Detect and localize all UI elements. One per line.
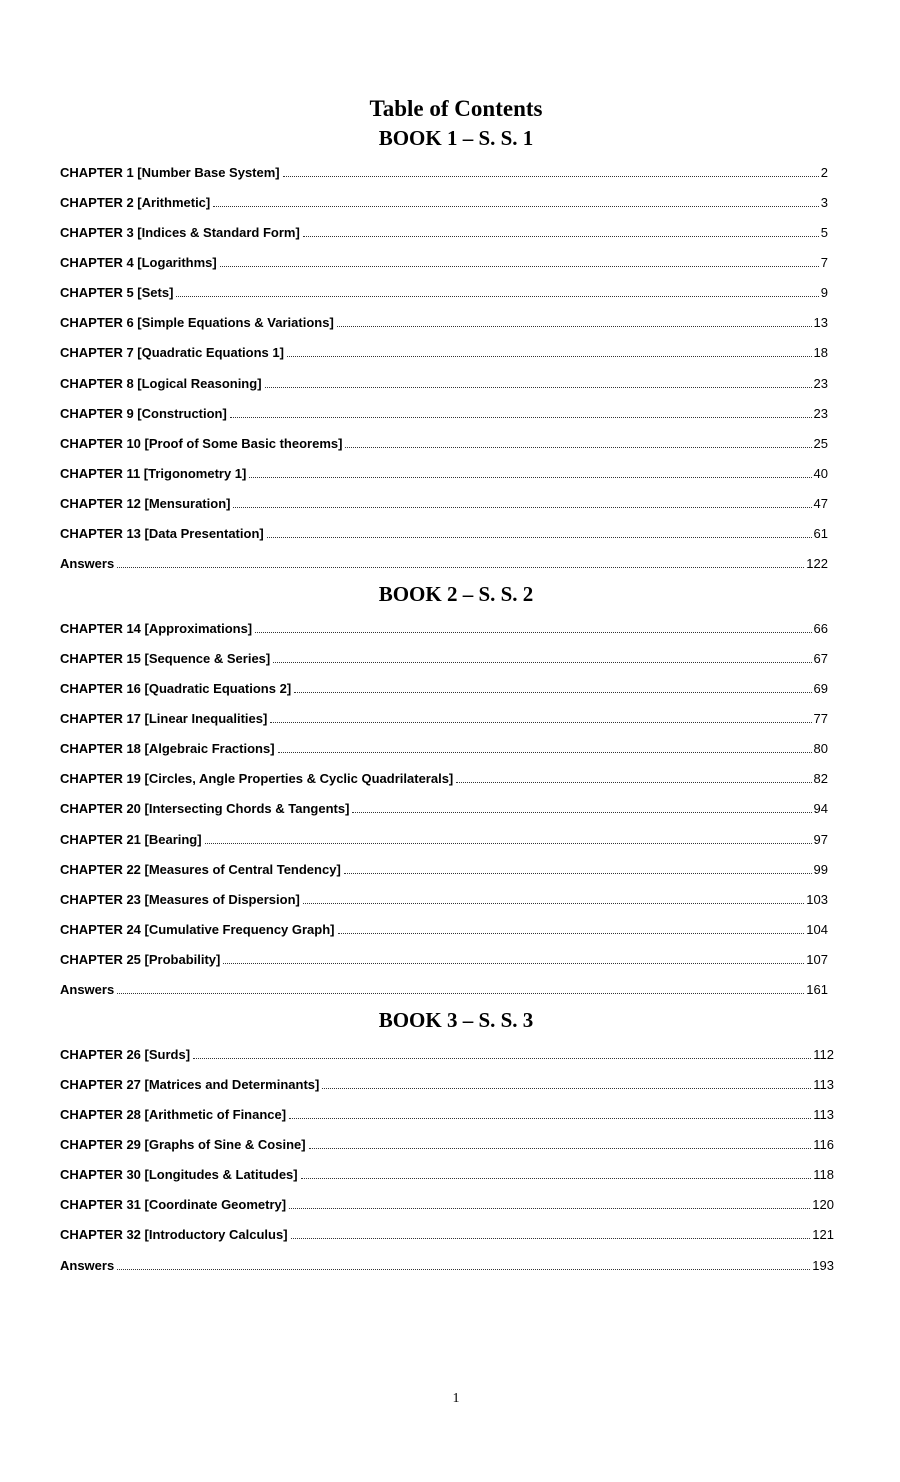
toc-entry-label: CHAPTER 4 [Logarithms]	[60, 254, 217, 270]
toc-entry[interactable]	[60, 217, 828, 247]
toc-entry-page-number: 99	[813, 861, 828, 877]
toc-entry[interactable]	[60, 1250, 834, 1280]
toc-entry[interactable]	[60, 914, 828, 944]
toc-entry-label: CHAPTER 10 [Proof of Some Basic theorems]	[60, 435, 343, 451]
toc-entry-page-number: 13	[813, 315, 828, 331]
toc-entry[interactable]	[60, 1190, 834, 1220]
toc-entry-label: Answers	[60, 556, 115, 572]
toc-entry-label: CHAPTER 25 [Probability]	[60, 952, 221, 968]
toc-dot-leader	[322, 1088, 811, 1089]
toc-entry-page-number: 3	[820, 194, 828, 210]
toc-dot-leader	[278, 752, 812, 753]
page-title: Table of Contents	[369, 96, 543, 121]
toc-entry-page-number: 112	[813, 1046, 834, 1062]
toc-entry-label: CHAPTER 23 [Measures of Dispersion]	[60, 891, 300, 907]
toc-entry-page-number: 107	[806, 952, 828, 968]
toc-entry-label: CHAPTER 18 [Algebraic Fractions]	[60, 741, 275, 757]
toc-entry[interactable]	[60, 368, 828, 398]
toc-entry[interactable]	[60, 734, 828, 764]
toc-dot-leader	[303, 903, 804, 904]
toc-entry-label: CHAPTER 19 [Circles, Angle Properties & Cyclic Quadrilaterals]	[60, 771, 454, 787]
toc-entry[interactable]	[60, 519, 828, 549]
toc-entry[interactable]	[60, 187, 828, 217]
toc-dot-leader	[344, 873, 812, 874]
toc-entry[interactable]	[60, 1039, 834, 1069]
toc-dot-leader	[283, 176, 819, 177]
toc-entry-label: CHAPTER 29 [Graphs of Sine & Cosine]	[60, 1136, 306, 1152]
toc-entry-page-number: 67	[813, 650, 828, 666]
book-2-toc-list	[60, 613, 828, 1005]
toc-entry-label: Answers	[60, 982, 115, 998]
toc-entry[interactable]	[60, 824, 828, 854]
toc-entry-page-number: 122	[806, 556, 828, 572]
toc-entry[interactable]	[60, 764, 828, 794]
toc-dot-leader	[338, 933, 805, 934]
toc-dot-leader	[230, 417, 812, 418]
toc-dot-leader	[176, 296, 818, 297]
toc-entry-label: CHAPTER 1 [Number Base System]	[60, 164, 280, 180]
toc-entry-page-number: 103	[806, 891, 828, 907]
toc-entry-page-number: 66	[813, 620, 828, 636]
toc-entry-page-number: 40	[813, 465, 828, 481]
toc-entry[interactable]	[60, 1099, 834, 1129]
toc-entry-page-number: 116	[813, 1136, 834, 1152]
toc-entry-label: CHAPTER 31 [Coordinate Geometry]	[60, 1197, 287, 1213]
toc-entry-page-number: 82	[813, 771, 828, 787]
toc-dot-leader	[291, 1238, 811, 1239]
toc-entry-label: CHAPTER 8 [Logical Reasoning]	[60, 375, 262, 391]
toc-entry[interactable]	[60, 489, 828, 519]
toc-dot-leader	[117, 1269, 810, 1270]
toc-entry-page-number: 120	[812, 1197, 834, 1213]
toc-entry-label: CHAPTER 32 [Introductory Calculus]	[60, 1227, 288, 1243]
toc-entry-label: Answers	[60, 1257, 115, 1273]
toc-entry-label: CHAPTER 17 [Linear Inequalities]	[60, 710, 268, 726]
toc-entry-label: CHAPTER 5 [Sets]	[60, 285, 174, 301]
toc-dot-leader	[213, 206, 819, 207]
toc-dot-leader	[267, 537, 812, 538]
toc-entry-page-number: 104	[806, 921, 828, 937]
toc-dot-leader	[287, 356, 812, 357]
toc-entry-page-number: 118	[813, 1167, 834, 1183]
toc-entry[interactable]	[60, 945, 828, 975]
toc-entry-label: CHAPTER 16 [Quadratic Equations 2]	[60, 680, 292, 696]
toc-dot-leader	[337, 326, 812, 327]
toc-entry[interactable]	[60, 398, 828, 428]
toc-dot-leader	[352, 812, 811, 813]
toc-entry[interactable]	[60, 1160, 834, 1190]
toc-entry[interactable]	[60, 428, 828, 458]
toc-entry-page-number: 18	[813, 345, 828, 361]
book-3-heading: BOOK 3 – S. S. 3	[378, 1008, 534, 1032]
toc-entry-page-number: 113	[813, 1076, 834, 1092]
toc-entry-label: CHAPTER 7 [Quadratic Equations 1]	[60, 345, 284, 361]
toc-entry-page-number: 161	[806, 982, 828, 998]
toc-entry[interactable]	[60, 884, 828, 914]
toc-dot-leader	[223, 963, 804, 964]
toc-entry-label: CHAPTER 14 [Approximations]	[60, 620, 253, 636]
toc-dot-leader	[303, 236, 819, 237]
toc-dot-leader	[117, 567, 804, 568]
toc-entry-label: CHAPTER 21 [Bearing]	[60, 831, 202, 847]
toc-entry-page-number: 9	[820, 285, 828, 301]
toc-entry-page-number: 80	[813, 741, 828, 757]
toc-entry-label: CHAPTER 9 [Construction]	[60, 405, 227, 421]
toc-entry-page-number: 97	[813, 831, 828, 847]
toc-entry-page-number: 77	[813, 710, 828, 726]
toc-entry-label: CHAPTER 11 [Trigonometry 1]	[60, 465, 247, 481]
toc-entry[interactable]	[60, 673, 828, 703]
toc-entry-label: CHAPTER 13 [Data Presentation]	[60, 526, 264, 542]
toc-dot-leader	[255, 632, 811, 633]
toc-entry-label: CHAPTER 12 [Mensuration]	[60, 496, 231, 512]
toc-entry[interactable]	[60, 854, 828, 884]
toc-entry[interactable]	[60, 1129, 834, 1159]
toc-entry-label: CHAPTER 20 [Intersecting Chords & Tangents]	[60, 801, 350, 817]
toc-entry-page-number: 7	[820, 254, 828, 270]
toc-entry[interactable]	[60, 458, 828, 488]
toc-entry-label: CHAPTER 6 [Simple Equations & Variations]	[60, 315, 334, 331]
toc-entry[interactable]	[60, 643, 828, 673]
toc-entry-page-number: 25	[813, 435, 828, 451]
toc-entry-page-number: 23	[813, 405, 828, 421]
toc-entry[interactable]	[60, 308, 828, 338]
book-1-toc-list	[60, 157, 828, 579]
toc-entry-label: CHAPTER 30 [Longitudes & Latitudes]	[60, 1167, 298, 1183]
toc-entry[interactable]	[60, 549, 828, 579]
toc-entry-label: CHAPTER 26 [Surds]	[60, 1046, 191, 1062]
toc-entry[interactable]	[60, 247, 828, 277]
toc-dot-leader	[233, 507, 811, 508]
toc-entry-page-number: 113	[813, 1106, 834, 1122]
toc-dot-leader	[117, 993, 804, 994]
toc-entry[interactable]	[60, 1069, 834, 1099]
book-3-toc-list	[60, 1039, 834, 1280]
toc-dot-leader	[220, 266, 819, 267]
toc-entry[interactable]	[60, 157, 828, 187]
toc-dot-leader	[273, 662, 811, 663]
toc-entry-label: CHAPTER 15 [Sequence & Series]	[60, 650, 271, 666]
toc-dot-leader	[265, 387, 812, 388]
toc-entry-page-number: 47	[813, 496, 828, 512]
toc-dot-leader	[309, 1148, 812, 1149]
toc-entry-page-number: 61	[813, 526, 828, 542]
toc-entry-label: CHAPTER 2 [Arithmetic]	[60, 194, 211, 210]
toc-dot-leader	[270, 722, 811, 723]
toc-entry-label: CHAPTER 24 [Cumulative Frequency Graph]	[60, 921, 335, 937]
page-number: 1	[452, 1391, 460, 1406]
toc-entry[interactable]	[60, 975, 828, 1005]
toc-entry[interactable]	[60, 794, 828, 824]
toc-dot-leader	[289, 1118, 811, 1119]
toc-entry-label: CHAPTER 27 [Matrices and Determinants]	[60, 1076, 320, 1092]
toc-entry-page-number: 23	[813, 375, 828, 391]
toc-entry[interactable]	[60, 338, 828, 368]
toc-entry-page-number: 69	[813, 680, 828, 696]
toc-dot-leader	[289, 1208, 810, 1209]
toc-entry-page-number: 94	[813, 801, 828, 817]
toc-dot-leader	[456, 782, 811, 783]
toc-entry-page-number: 2	[820, 164, 828, 180]
toc-entry-page-number: 193	[812, 1257, 834, 1273]
toc-dot-leader	[205, 843, 812, 844]
toc-entry-page-number: 121	[812, 1227, 834, 1243]
toc-dot-leader	[249, 477, 811, 478]
book-1-heading: BOOK 1 – S. S. 1	[378, 126, 534, 150]
toc-entry-label: CHAPTER 28 [Arithmetic of Finance]	[60, 1106, 287, 1122]
toc-dot-leader	[345, 447, 811, 448]
toc-entry-label: CHAPTER 3 [Indices & Standard Form]	[60, 224, 300, 240]
toc-dot-leader	[193, 1058, 811, 1059]
toc-entry[interactable]	[60, 703, 828, 733]
toc-entry-page-number: 5	[820, 224, 828, 240]
toc-dot-leader	[301, 1178, 812, 1179]
toc-entry[interactable]	[60, 613, 828, 643]
toc-entry[interactable]	[60, 1220, 834, 1250]
book-2-heading: BOOK 2 – S. S. 2	[378, 582, 534, 606]
toc-entry-label: CHAPTER 22 [Measures of Central Tendency]	[60, 861, 341, 877]
toc-dot-leader	[294, 692, 811, 693]
toc-entry[interactable]	[60, 278, 828, 308]
